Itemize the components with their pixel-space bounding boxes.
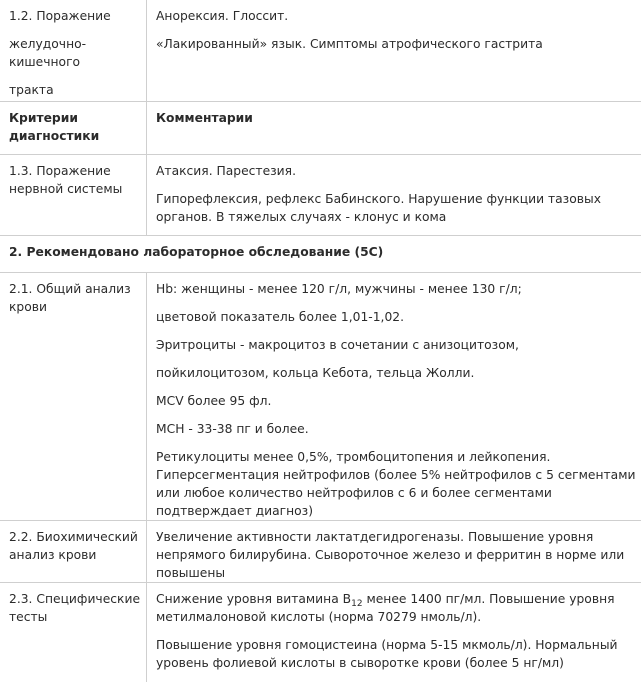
- header-comments: Комментарии: [147, 102, 641, 155]
- table-row: [0, 521, 641, 583]
- table-header-row: [0, 102, 641, 155]
- b12-text: Снижение уровня витамина $B_{12}$ менее 1400 пг/мл. Повышение уровня метилмалоновой кислоты (норма 70279 нмоль/л).: [156, 590, 641, 626]
- cell-text: «Лакированный» язык. Симптомы атрофического гастрита: [156, 35, 641, 53]
- table-row: [0, 583, 641, 682]
- header-criteria: Критерии диагностики: [0, 102, 147, 155]
- cell-text: Анорексия. Глоссит.: [156, 7, 641, 25]
- row-label-biochem: 2.2. Биохимический анализ крови: [0, 521, 147, 583]
- cell-text: пойкилоцитозом, кольца Кебота, тельца Жолли.: [156, 364, 641, 382]
- table-row: [0, 0, 641, 102]
- cell-text: 1.2. Поражение: [9, 7, 146, 25]
- cell-text: Повышение уровня гомоцистеина (норма 5-15 мкмоль/л). Нормальный уровень фолиевой кислоты в сыворотке крови (более 5 нг/мл): [156, 636, 641, 672]
- row-label-nervous: 1.3. Поражение нервной системы: [0, 155, 147, 236]
- row-value-biochem: Увеличение активности лактатдегидрогеназы. Повышение уровня непрямого билирубина. Сывороточное железо и ферритин в норме или повышены: [147, 521, 641, 583]
- section-heading: 2. Рекомендовано лабораторное обследование (5С): [0, 236, 641, 273]
- row-label-specific: 2.3. Специфические тесты: [0, 583, 147, 682]
- row-label-cbc: 2.1. Общий анализ крови: [0, 273, 147, 521]
- table-row: [0, 273, 641, 521]
- cell-text: MCV более 95 фл.: [156, 392, 641, 410]
- section-row: [0, 236, 641, 273]
- row-value-cbc: [147, 273, 641, 521]
- cell-text: Hb: женщины - менее 120 г/л, мужчины - менее 130 г/л;: [156, 280, 641, 298]
- cell-text: MCH - 33-38 пг и более.: [156, 420, 641, 438]
- cell-text: Атаксия. Парестезия.: [156, 162, 641, 180]
- row-label-gi: [0, 0, 147, 102]
- row-value-nervous: [147, 155, 641, 236]
- row-value-gi: [147, 0, 641, 102]
- cell-text: тракта: [9, 81, 146, 99]
- cell-text: Эритроциты - макроцитоз в сочетании с анизоцитозом,: [156, 336, 641, 354]
- cell-text: желудочно-кишечного: [9, 35, 99, 71]
- table-row: [0, 155, 641, 236]
- row-value-specific: [147, 583, 641, 682]
- cell-text: Ретикулоциты менее 0,5%, тромбоцитопения и лейкопения. Гиперсегментация нейтрофилов (более 5% нейтрофилов с 5 сегментами или любое количество нейтрофилов с 6 и более сегментами подтверждает диагноз): [156, 448, 641, 520]
- cell-text: Гипорефлексия, рефлекс Бабинского. Нарушение функции тазовых органов. В тяжелых случаях - клонус и кома: [156, 190, 641, 226]
- cell-text: цветовой показатель более 1,01-1,02.: [156, 308, 641, 326]
